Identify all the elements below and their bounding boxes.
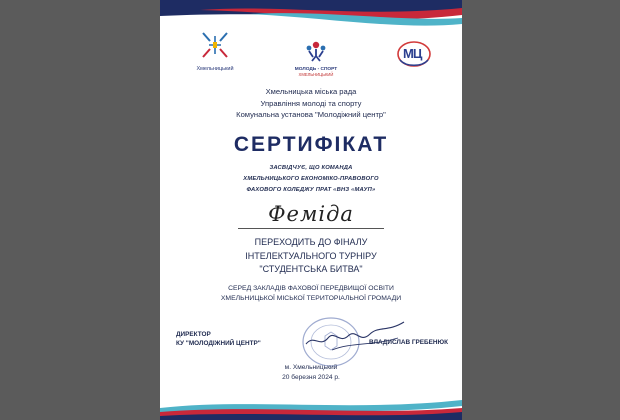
achievement-line-5: ХМЕЛЬНИЦЬКОЇ МІСЬКОЇ ТЕРИТОРІАЛЬНОЇ ГРОМАДИ: [220, 295, 402, 302]
achievement-text: [160, 236, 462, 277]
city-logo: [186, 30, 244, 72]
issuer-header: [160, 86, 462, 121]
director-line-1: ДИРЕКТОР: [176, 331, 211, 338]
achievement-line-1: ПЕРЕХОДИТЬ ДО ФІНАЛУ: [254, 237, 368, 247]
youth-sport-icon: [303, 40, 329, 62]
city-logo-label: Хмельницький: [196, 66, 234, 72]
team-name: Феміда: [268, 202, 354, 226]
signer-name: ВЛАДИСЛАВ ГРЕБЕНЮК: [369, 339, 448, 346]
handwritten-signature: [302, 314, 408, 356]
director-title: [176, 330, 261, 348]
achievement-scope: [160, 284, 462, 304]
subtitle-line-2: ХМЕЛЬНИЦЬКОГО ЕКОНОМІКО-ПРАВОВОГО: [243, 176, 379, 182]
issue-date: 20 березня 2024 р.: [282, 374, 340, 381]
issuer-line-council: Хмельницька міська рада: [265, 87, 357, 96]
achievement-line-4: СЕРЕД ЗАКЛАДІВ ФАХОВОЇ ПЕРЕДВИЩОЇ ОСВІТИ: [228, 285, 394, 292]
youth-sport-city-label: ХМЕЛЬНИЦЬКИЙ: [298, 72, 334, 77]
subtitle-line-3: ФАХОВОГО КОЛЕДЖУ ПРАТ «ВНЗ «МАУП»: [246, 187, 376, 193]
certificate-subtitle: [160, 163, 462, 196]
city-emblem-icon: [198, 30, 232, 60]
issue-place: м. Хмельницький: [284, 364, 338, 371]
bottom-wave-decoration: [160, 378, 462, 420]
issuer-line-institution: Комунальна установа "Молодіжний центр": [236, 110, 386, 119]
certificate-title: СЕРТИФІКАТ: [233, 133, 389, 156]
issue-place-date: [160, 363, 462, 383]
certificate-sheet: [160, 0, 462, 420]
youth-sport-logo: [284, 40, 348, 77]
team-name-underline: [238, 228, 384, 229]
youth-sport-label: МОЛОДЬ - СПОРТ: [294, 67, 338, 72]
youth-center-logo-text: МЦ: [403, 46, 422, 61]
subtitle-line-1: ЗАСВІДЧУЄ, ЩО КОМАНДА: [269, 165, 353, 171]
achievement-line-3: "СТУДЕНТСЬКА БИТВА": [259, 264, 363, 274]
issuer-line-department: Управління молоді та спорту: [260, 98, 362, 108]
director-line-2: КУ "МОЛОДІЖНИЙ ЦЕНТР": [176, 340, 261, 347]
achievement-line-2: ІНТЕЛЕКТУАЛЬНОГО ТУРНІРУ: [245, 250, 377, 261]
youth-center-logo: [396, 40, 432, 68]
